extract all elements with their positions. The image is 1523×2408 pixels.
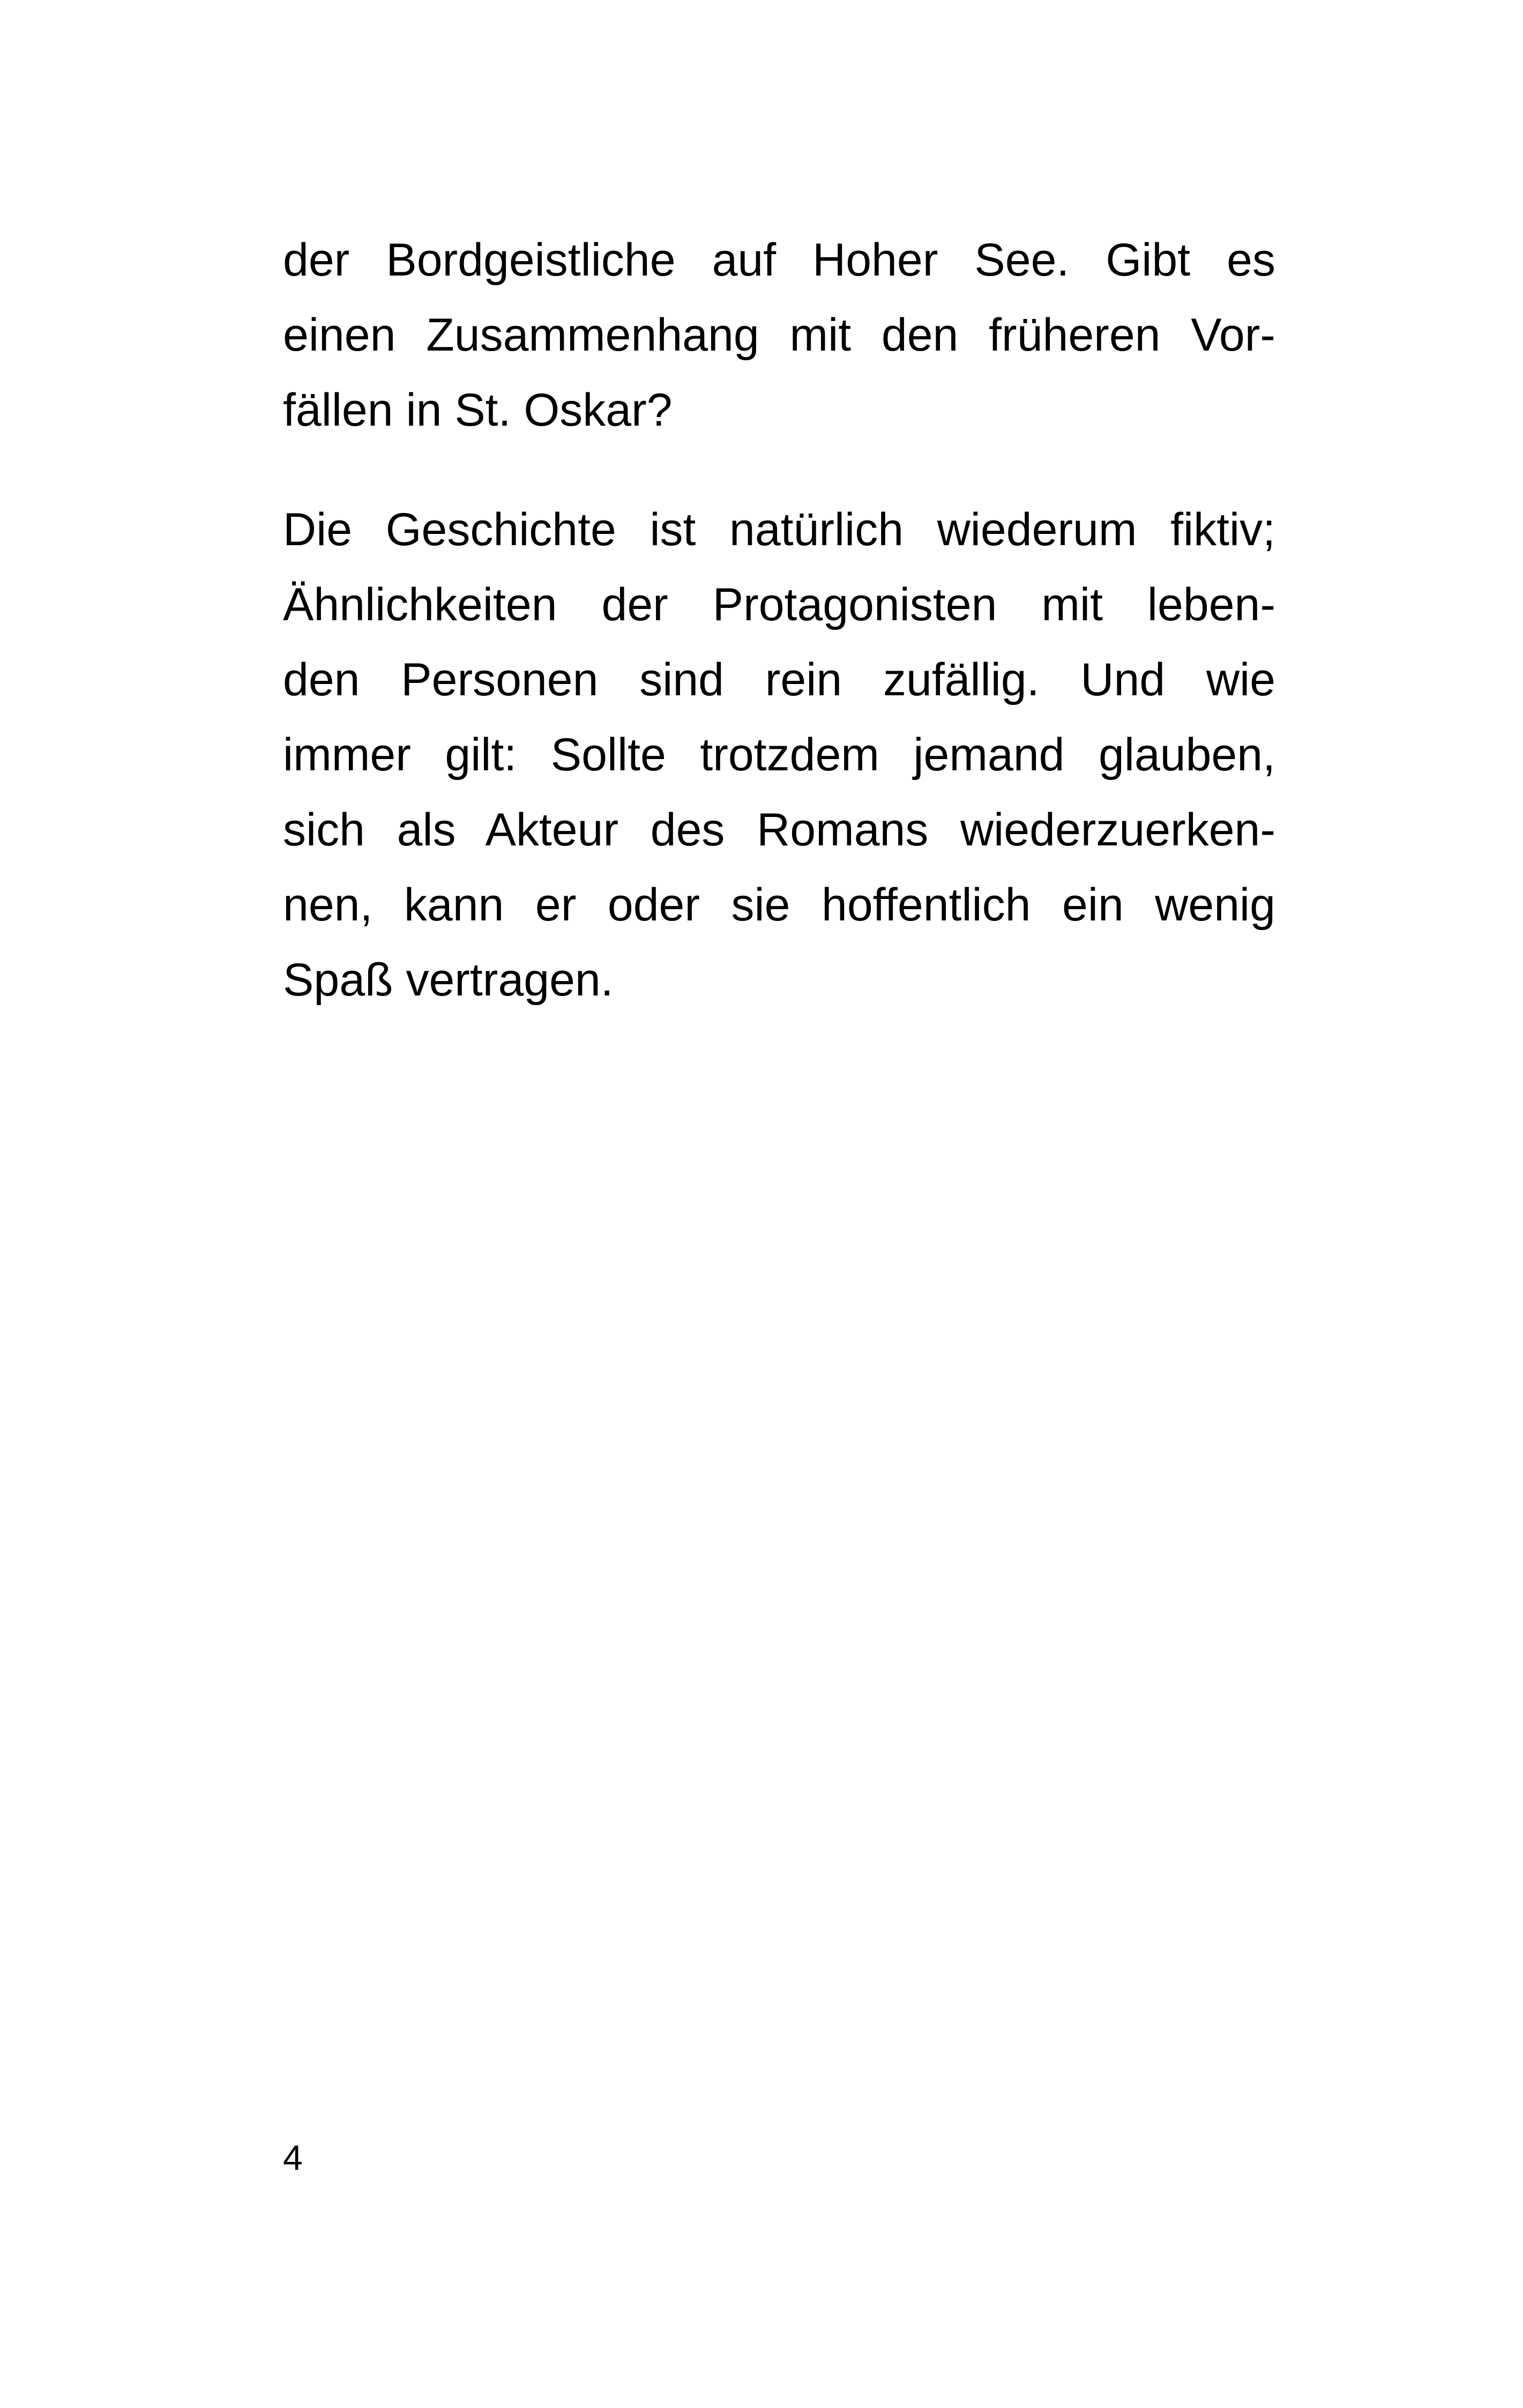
text-line: sich als Akteur des Romans wiederzuerken- [283, 804, 1275, 856]
text-line: nen, kann er oder sie hoffentlich ein wenig [283, 879, 1275, 931]
page-number: 4 [283, 2138, 303, 2177]
text-line: Ähnlichkeiten der Protagonisten mit leben- [283, 579, 1275, 630]
text-line: der Bordgeistliche auf Hoher See. Gibt es [283, 234, 1275, 286]
text-line: den Personen sind rein zufällig. Und wie [283, 654, 1275, 705]
text-line: fällen in St. Oskar? [283, 384, 673, 436]
text-line: Die Geschichte ist natürlich wiederum fiktiv; [283, 504, 1275, 555]
text-line: einen Zusammenhang mit den früheren Vor- [283, 309, 1275, 361]
paragraph-1 [283, 222, 1275, 448]
paragraph-2 [283, 492, 1275, 1017]
text-line: Spaß vertragen. [283, 954, 614, 1006]
text-line: immer gilt: Sollte trotzdem jemand glauben, [283, 729, 1275, 781]
